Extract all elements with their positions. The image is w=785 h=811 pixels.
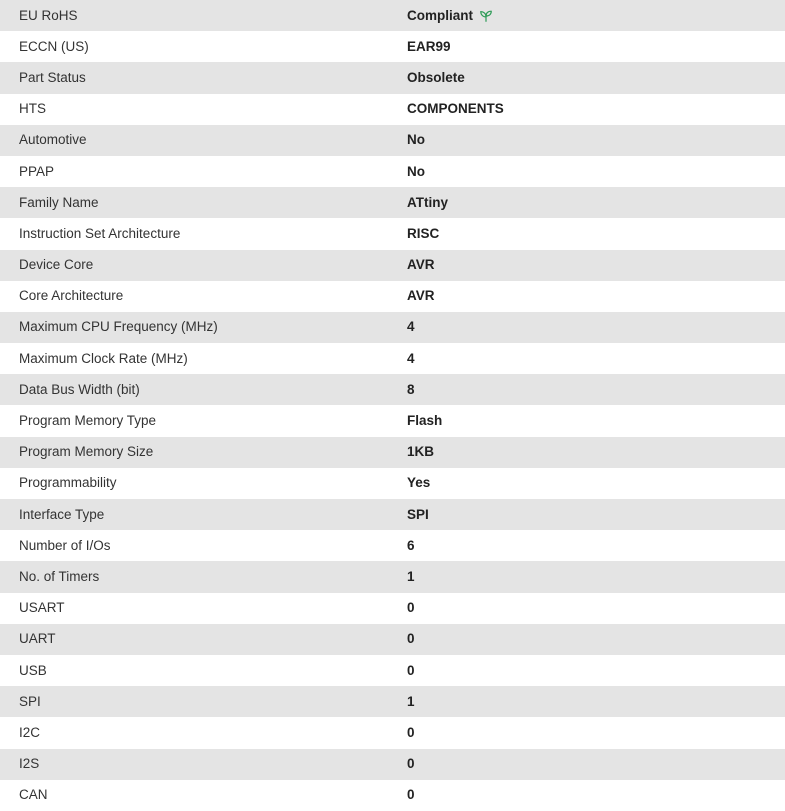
spec-value: 0 xyxy=(407,787,415,803)
spec-label: Programmability xyxy=(19,475,117,491)
spec-label: EU RoHS xyxy=(19,7,78,23)
spec-label: PPAP xyxy=(19,163,55,179)
spec-row-i2s xyxy=(0,749,785,780)
spec-row-interface-type xyxy=(0,499,785,530)
spec-row-max-cpu-frequency xyxy=(0,312,785,343)
spec-value: 1 xyxy=(407,568,415,584)
spec-value: 8 xyxy=(407,381,415,397)
spec-row-timers xyxy=(0,561,785,592)
spec-value: AVR xyxy=(407,288,435,304)
spec-label: Maximum Clock Rate (MHz) xyxy=(19,350,188,366)
spec-row-isa xyxy=(0,218,785,249)
spec-value: EAR99 xyxy=(407,38,451,54)
spec-value: 0 xyxy=(407,631,415,647)
spec-row-i2c xyxy=(0,717,785,748)
spec-label: I2S xyxy=(19,756,40,772)
spec-label: CAN xyxy=(19,787,48,803)
spec-label: Interface Type xyxy=(19,506,105,522)
spec-row-eccn xyxy=(0,31,785,62)
spec-label: Instruction Set Architecture xyxy=(19,225,181,241)
spec-value: RISC xyxy=(407,225,440,241)
spec-row-eu-rohs xyxy=(0,0,785,31)
spec-row-programmability xyxy=(0,468,785,499)
spec-value: 6 xyxy=(407,537,415,553)
spec-value: 4 xyxy=(407,350,415,366)
spec-label: SPI xyxy=(19,693,41,709)
spec-label: USART xyxy=(19,600,65,616)
spec-row-device-core xyxy=(0,250,785,281)
spec-value: 0 xyxy=(407,662,415,678)
spec-value: COMPONENTS xyxy=(407,101,504,117)
spec-row-usb xyxy=(0,655,785,686)
spec-label: HTS xyxy=(19,101,46,117)
spec-label: I2C xyxy=(19,724,41,740)
spec-row-usart xyxy=(0,593,785,624)
spec-row-family-name xyxy=(0,187,785,218)
spec-label: ECCN (US) xyxy=(19,38,89,54)
spec-label: Number of I/Os xyxy=(19,537,111,553)
spec-row-program-memory-type xyxy=(0,405,785,436)
spec-row-automotive xyxy=(0,125,785,156)
spec-row-core-architecture xyxy=(0,281,785,312)
spec-label: UART xyxy=(19,631,56,647)
spec-value: Compliant xyxy=(407,7,473,23)
spec-row-max-clock-rate xyxy=(0,343,785,374)
spec-row-hts xyxy=(0,94,785,125)
spec-label: USB xyxy=(19,662,47,678)
spec-row-uart xyxy=(0,624,785,655)
spec-value: Obsolete xyxy=(407,69,465,85)
spec-row-program-memory-size xyxy=(0,437,785,468)
spec-value: 1KB xyxy=(407,444,435,460)
spec-label: Program Memory Type xyxy=(19,413,157,429)
spec-value-cell xyxy=(407,0,785,31)
spec-value: 0 xyxy=(407,724,415,740)
spec-label: Part Status xyxy=(19,69,86,85)
spec-label: No. of Timers xyxy=(19,568,100,584)
spec-label: Device Core xyxy=(19,257,94,273)
spec-value: SPI xyxy=(407,506,429,522)
spec-value: 0 xyxy=(407,600,415,616)
spec-value: No xyxy=(407,163,425,179)
spec-label: Family Name xyxy=(19,194,99,210)
spec-label: Automotive xyxy=(19,132,87,148)
spec-value: No xyxy=(407,132,425,148)
spec-row-number-of-ios xyxy=(0,530,785,561)
spec-row-part-status xyxy=(0,62,785,93)
spec-value: ATtiny xyxy=(407,194,448,210)
spec-value: 0 xyxy=(407,756,415,772)
spec-value: 4 xyxy=(407,319,415,335)
spec-value: 1 xyxy=(407,693,415,709)
spec-row-can xyxy=(0,780,785,811)
spec-row-spi xyxy=(0,686,785,717)
spec-row-ppap xyxy=(0,156,785,187)
spec-label: Core Architecture xyxy=(19,288,124,304)
spec-label: Data Bus Width (bit) xyxy=(19,381,140,397)
spec-label: Program Memory Size xyxy=(19,444,154,460)
spec-value: Yes xyxy=(407,475,431,491)
leaf-icon xyxy=(479,9,493,23)
spec-value: AVR xyxy=(407,257,435,273)
spec-row-data-bus-width xyxy=(0,374,785,405)
spec-label: Maximum CPU Frequency (MHz) xyxy=(19,319,218,335)
spec-value: Flash xyxy=(407,413,443,429)
